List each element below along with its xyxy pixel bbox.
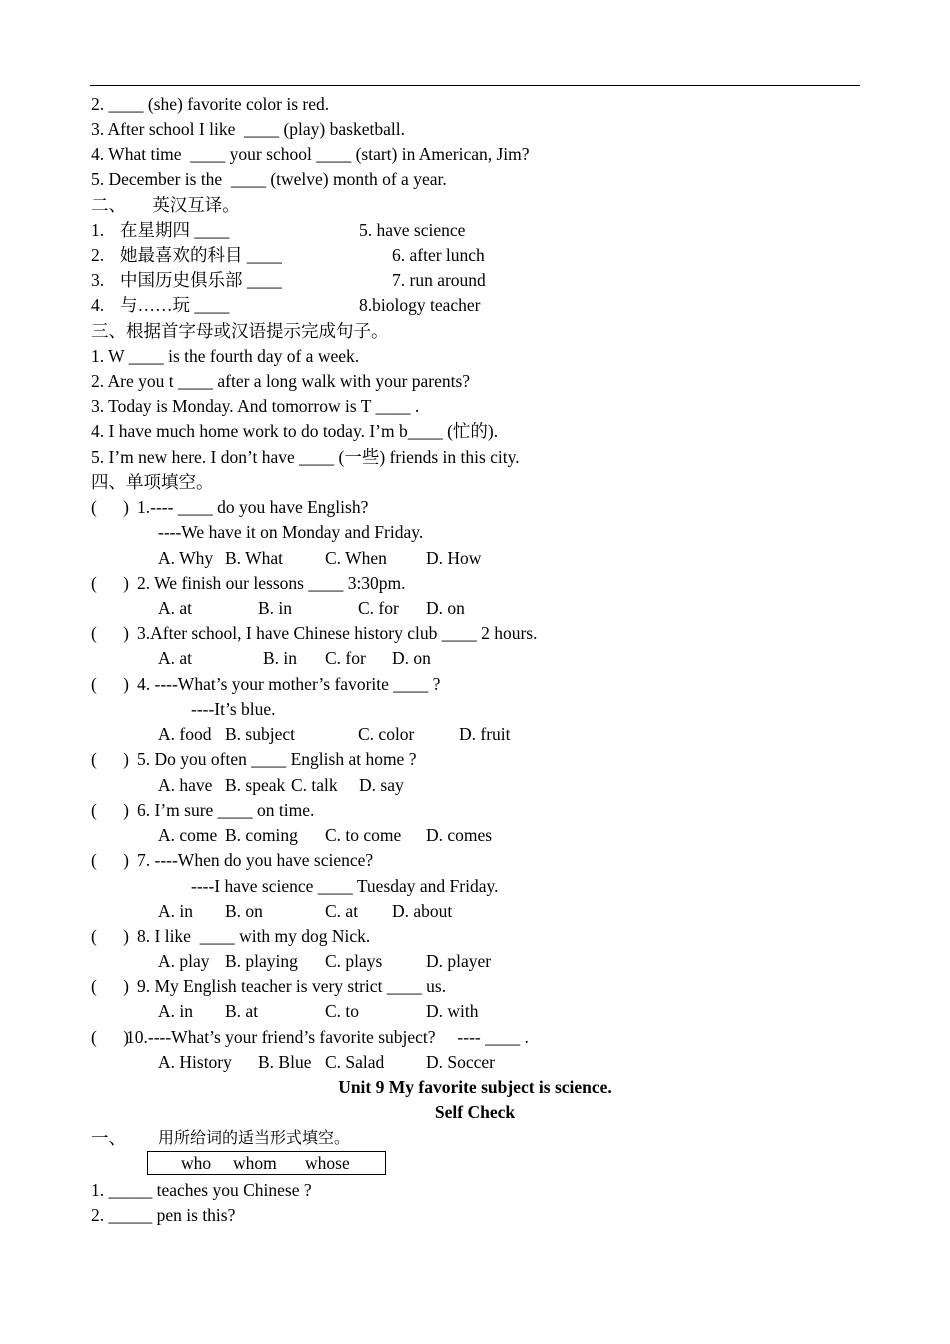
option-b: B. at bbox=[225, 1001, 259, 1021]
answer-bracket: ( ) bbox=[91, 674, 129, 694]
sentence-item: 1. W ____ is the fourth day of a week. bbox=[91, 346, 360, 366]
question-3: 3.After school, I have Chinese history club ____ 2 hours. bbox=[137, 623, 538, 643]
answer-bracket: ( ) bbox=[91, 1027, 129, 1047]
option-d: D. fruit bbox=[459, 724, 511, 744]
option-b: B. subject bbox=[225, 724, 295, 744]
translation-chinese: 中国历史俱乐部 ____ bbox=[120, 270, 282, 290]
option-b: B. Blue bbox=[258, 1052, 312, 1072]
option-a: A. food bbox=[158, 724, 212, 744]
translation-english: 8.biology teacher bbox=[359, 295, 481, 315]
question-6: 6. I’m sure ____ on time. bbox=[137, 800, 315, 820]
option-a: A. in bbox=[158, 1001, 193, 1021]
word-whose: whose bbox=[305, 1153, 350, 1173]
fill-item-4: 4. What time ____ your school ____ (start) in American, Jim? bbox=[91, 144, 530, 164]
option-b: B. speak bbox=[225, 775, 286, 795]
top-rule bbox=[90, 85, 860, 86]
option-a: A. Why bbox=[158, 548, 214, 568]
option-b: B. on bbox=[225, 901, 263, 921]
question-1-reply: ----We have it on Monday and Friday. bbox=[158, 522, 424, 542]
question-1: 1.---- ____ do you have English? bbox=[137, 497, 369, 517]
answer-bracket: ( ) bbox=[91, 926, 129, 946]
translation-number: 2. bbox=[91, 245, 105, 265]
translation-chinese: 与……玩 ____ bbox=[120, 295, 230, 315]
question-5: 5. Do you often ____ English at home ? bbox=[137, 749, 417, 769]
sentence-item: 3. Today is Monday. And tomorrow is T ____ . bbox=[91, 396, 420, 416]
selfcheck-item-1: 1. _____ teaches you Chinese ? bbox=[91, 1180, 312, 1200]
option-c: C. for bbox=[358, 598, 399, 618]
sentence-item: 5. I’m new here. I don’t have ____ (一些) friends in this city. bbox=[91, 447, 520, 467]
option-c: C. for bbox=[325, 648, 366, 668]
translation-number: 4. bbox=[91, 295, 105, 315]
translation-chinese: 她最喜欢的科目 ____ bbox=[120, 245, 282, 265]
option-a: A. in bbox=[158, 901, 193, 921]
option-a: A. come bbox=[158, 825, 218, 845]
selfcheck-heading-number: 一、 bbox=[91, 1128, 126, 1148]
section-3-heading: 三、根据首字母或汉语提示完成句子。 bbox=[91, 321, 389, 341]
option-d: D. Soccer bbox=[426, 1052, 496, 1072]
option-d: D. How bbox=[426, 548, 482, 568]
question-8: 8. I like ____ with my dog Nick. bbox=[137, 926, 371, 946]
section-4-heading: 四、单项填空。 bbox=[91, 472, 214, 492]
option-b: B. playing bbox=[225, 951, 298, 971]
section-2-heading: 二、 英汉互译。 bbox=[91, 195, 240, 215]
translation-english: 6. after lunch bbox=[392, 245, 485, 265]
option-d: D. on bbox=[392, 648, 431, 668]
question-9: 9. My English teacher is very strict ____ us. bbox=[137, 976, 447, 996]
option-a: A. play bbox=[158, 951, 210, 971]
option-b: B. in bbox=[263, 648, 298, 668]
translation-number: 1. bbox=[91, 220, 105, 240]
option-a: A. at bbox=[158, 598, 193, 618]
answer-bracket: ( ) bbox=[91, 749, 129, 769]
option-a: A. have bbox=[158, 775, 213, 795]
fill-item-3: 3. After school I like ____ (play) basketball. bbox=[91, 119, 405, 139]
word-whom: whom bbox=[233, 1153, 277, 1173]
translation-english: 7. run around bbox=[392, 270, 486, 290]
question-4: 4. ----What’s your mother’s favorite ____ ? bbox=[137, 674, 441, 694]
answer-bracket: ( ) bbox=[91, 623, 129, 643]
selfcheck-item-2: 2. _____ pen is this? bbox=[91, 1205, 236, 1225]
option-c: C. to come bbox=[325, 825, 402, 845]
option-c: C. color bbox=[358, 724, 415, 744]
option-c: C. to bbox=[325, 1001, 360, 1021]
option-d: D. about bbox=[392, 901, 453, 921]
question-7-reply: ----I have science ____ Tuesday and Friday. bbox=[191, 876, 499, 896]
unit-title: Unit 9 My favorite subject is science. bbox=[338, 1077, 612, 1097]
option-c: C. talk bbox=[291, 775, 338, 795]
option-d: D. player bbox=[426, 951, 492, 971]
answer-bracket: ( ) bbox=[91, 573, 129, 593]
option-a: A. at bbox=[158, 648, 193, 668]
option-d: D. say bbox=[359, 775, 404, 795]
option-d: D. comes bbox=[426, 825, 493, 845]
option-c: C. at bbox=[325, 901, 359, 921]
translation-english: 5. have science bbox=[359, 220, 466, 240]
fill-item-2: 2. ____ (she) favorite color is red. bbox=[91, 94, 330, 114]
translation-chinese: 在星期四 ____ bbox=[120, 220, 230, 240]
answer-bracket: ( ) bbox=[91, 850, 129, 870]
option-a: A. History bbox=[158, 1052, 232, 1072]
question-7: 7. ----When do you have science? bbox=[137, 850, 374, 870]
selfcheck-heading: 用所给词的适当形式填空。 bbox=[158, 1130, 351, 1147]
fill-item-5: 5. December is the ____ (twelve) month of a year. bbox=[91, 169, 447, 189]
option-b: B. What bbox=[225, 548, 284, 568]
question-4-reply: ----It’s blue. bbox=[191, 699, 276, 719]
option-c: C. Salad bbox=[325, 1052, 385, 1072]
translation-number: 3. bbox=[91, 270, 105, 290]
option-b: B. coming bbox=[225, 825, 298, 845]
word-who: who bbox=[181, 1153, 212, 1173]
option-d: D. with bbox=[426, 1001, 479, 1021]
option-c: C. When bbox=[325, 548, 387, 568]
sentence-item: 4. I have much home work to do today. I’m b____ (忙的). bbox=[91, 421, 499, 441]
question-10: 10.----What’s your friend’s favorite subject? ---- ____ . bbox=[126, 1027, 529, 1047]
answer-bracket: ( ) bbox=[91, 800, 129, 820]
option-b: B. in bbox=[258, 598, 293, 618]
question-2: 2. We finish our lessons ____ 3:30pm. bbox=[137, 573, 406, 593]
answer-bracket: ( ) bbox=[91, 497, 129, 517]
sentence-item: 2. Are you t ____ after a long walk with your parents? bbox=[91, 371, 471, 391]
unit-subtitle: Self Check bbox=[434, 1102, 516, 1122]
answer-bracket: ( ) bbox=[91, 976, 129, 996]
option-c: C. plays bbox=[325, 951, 383, 971]
option-d: D. on bbox=[426, 598, 465, 618]
